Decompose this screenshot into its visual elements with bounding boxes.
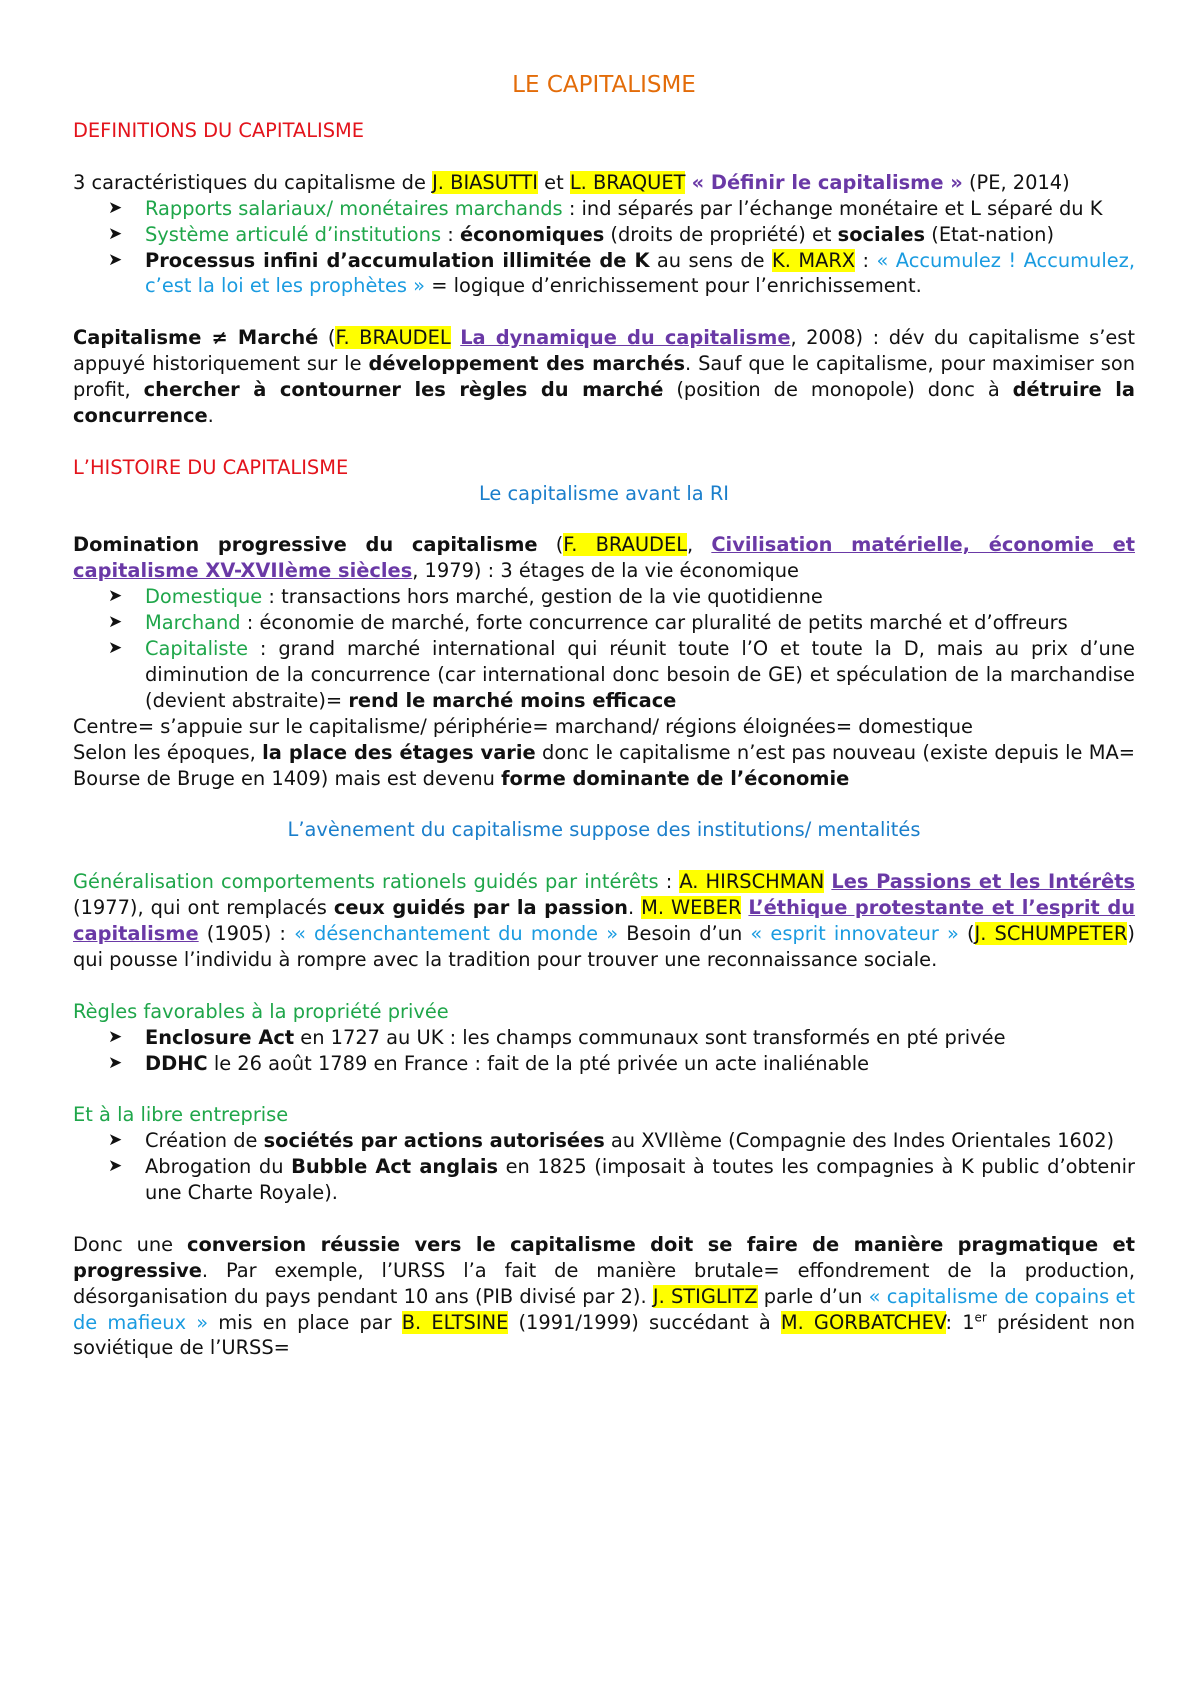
text: (1991/1999) succédant à [508,1310,781,1334]
green-term: Marchand [145,611,241,635]
work-title: Les Passions et les Intérêts [831,870,1136,894]
bold-text: rend le marché moins efficace [348,688,677,712]
text: Selon les époques, [73,740,263,764]
list-item [108,196,1135,222]
bold-text: Enclosure Act [145,1025,295,1049]
subheading-avenement: L’avènement du capitalisme suppose des institutions/ mentalités [287,818,921,842]
text: : transactions hors marché, gestion de la vie quotidienne [262,585,823,609]
bold-text: forme dominante de l’économie [501,766,850,790]
author-highlight: L. BRAQUET [569,170,686,194]
arrow-bullet-icon: ➤ [108,612,123,633]
author-highlight: J. STIGLITZ [652,1284,758,1308]
work-title: « Définir le capitalisme » [691,170,963,194]
arrow-bullet-icon: ➤ [108,638,123,659]
quote: « esprit innovateur » [750,922,959,945]
text: ( [318,326,336,350]
bold-text: sociétés par actions autorisées [263,1129,605,1153]
bold-text: développement des marchés [368,352,686,376]
text: : [855,248,877,272]
text: , [687,533,712,557]
text: et [538,170,570,194]
author-highlight: M. GORBATCHEV [780,1310,946,1334]
text: Création de [145,1129,264,1153]
superscript: er [974,1310,987,1325]
text: (position de monopole) donc à [663,378,1013,402]
text: parle d’un [757,1284,869,1308]
text [451,326,461,349]
bold-text: ceux guidés par la passion [333,896,628,920]
arrow-bullet-icon: ➤ [108,249,123,270]
list-item [108,248,1135,300]
libre-entreprise-list [73,1128,1135,1206]
bold-text: Processus infini d’accumulation illimitée de K [145,248,650,272]
bold-text: DDHC [145,1051,208,1075]
bold-text: conversion réussie vers le capitalisme doit se faire de manière pragmatique et progressive [73,1232,1135,1282]
text: Besoin d’un [618,922,751,945]
list-item [108,1051,1135,1077]
text: . Par exemple, l’URSS l’a fait de manière brutale= effondrement de la production, désorganisation du pays pendant 10 ans (PIB divisé par 2). [73,1258,1135,1308]
author-highlight: K. MARX [772,248,856,272]
arrow-bullet-icon: ➤ [108,1130,123,1151]
bold-text: sociales [837,222,926,246]
quote: « Accumulez ! Accumulez, c’est la loi et les prophètes » [145,248,1135,298]
text: au sens de [649,248,773,272]
regles-heading: Règles favorables à la propriété privée [73,999,449,1023]
text: : 1 [945,1310,975,1334]
author-highlight: A. HIRSCHMAN [679,870,825,894]
quote: « capitalisme de copains et de mafieux » [73,1284,1135,1334]
text: . [207,403,214,427]
bold-text: chercher à contourner les règles du marché [143,378,664,402]
bold-text: économiques [459,222,605,246]
arrow-bullet-icon: ➤ [108,223,123,244]
author-highlight: F. BRAUDEL [563,533,688,557]
text: ( [537,533,564,557]
text: au XVIIème (Compagnie des Indes Orientales 1602) [604,1129,1115,1153]
text: , 1979) : 3 étages de la vie économique [412,559,799,583]
document-page [73,70,1135,1361]
list-item [108,222,1135,248]
text: (1905) : [198,922,295,945]
text: Abrogation du [145,1155,292,1179]
author-highlight: B. ELTSINE [401,1310,509,1334]
work-title: La dynamique du capitalisme [460,326,791,350]
section-heading-histoire: L’HISTOIRE DU CAPITALISME [73,455,349,479]
centre-line: Centre= s’appuie sur le capitalisme/ périphérie= marchand/ régions éloignées= domestique [73,714,973,738]
capitalisme-marche-paragraph [73,325,1135,429]
quote: « désenchantement du monde » [294,922,619,945]
libre-entreprise-heading: Et à la libre entreprise [73,1103,289,1127]
work-title: Civilisation matérielle, économie et capitalisme XV-XVIIème siècles [73,533,1135,583]
green-term: Système articulé d’institutions [145,222,442,246]
bold-text: la place des étages varie [262,740,536,764]
green-term: Rapports salariaux/ monétaires marchands [145,196,563,220]
arrow-bullet-icon: ➤ [108,1156,123,1177]
donc-paragraph [73,1232,1135,1362]
work-title: L’éthique protestante et l’esprit du capitalisme [73,896,1136,945]
author-highlight: F. BRAUDEL [335,326,451,350]
text: en 1727 au UK : les champs communaux sont transformés en pté privée [294,1025,1006,1049]
text: le 26 août 1789 en France : fait de la pté privée un acte inaliénable [207,1051,870,1075]
list-item [108,584,1135,610]
author-highlight: J. SCHUMPETER [974,922,1128,945]
text: : ind séparés par l’échange monétaire et L séparé du K [562,196,1103,220]
bold-text: Domination progressive du capitalisme [73,533,538,557]
list-item [108,1154,1135,1206]
selon-paragraph [73,740,1135,792]
intro-paragraph [73,170,1135,196]
arrow-bullet-icon: ➤ [108,1052,123,1073]
green-term: Généralisation comportements rationels guidés par intérêts [73,870,659,894]
text: donc le capitalisme n’est pas nouveau (existe depuis le MA= Bourse de Bruge en 1409) mais est devenu [73,740,1135,790]
text: : grand marché international qui réunit toute l’O et toute la D, mais au prix d’une diminution de la concurrence (car international donc besoin de GE) et spéculation de la marchandise (devient abstraite)= [145,637,1135,712]
list-item [108,610,1135,636]
text: (droits de propriété) et [604,222,838,246]
text: 3 caractéristiques du capitalisme de [73,170,433,194]
text: mis en place par [208,1310,402,1334]
list-item [108,1128,1135,1154]
green-term: Capitaliste [145,637,249,661]
arrow-bullet-icon: ➤ [108,197,123,218]
text: ( [958,922,975,945]
text: , 2008) : dév du capitalisme s’est appuyé historiquement sur le [73,326,1135,376]
characteristics-list [73,196,1135,300]
document-title: LE CAPITALISME [512,72,696,98]
text: ) qui pousse l’individu à rompre avec la tradition pour trouver une reconnaissance sociale. [73,922,1135,971]
text: président non soviétique de l’URSS= [73,1310,1135,1360]
text: (Etat-nation) [925,222,1055,246]
author-highlight: J. BIASUTTI [432,170,538,194]
list-item [108,1025,1135,1051]
text: : économie de marché, forte concurrence car pluralité de petits marché et d’offreurs [240,611,1068,635]
list-item [108,636,1135,714]
generalisation-paragraph [73,869,1135,973]
author-highlight: M. WEBER [641,896,742,920]
text: = logique d’enrichissement pour l’enrichissement. [425,274,922,298]
etages-list [73,584,1135,714]
text: . [627,896,642,920]
arrow-bullet-icon: ➤ [108,586,123,607]
arrow-bullet-icon: ➤ [108,1026,123,1047]
text: en 1825 (imposait à toutes les compagnies à K public d’obtenir une Charte Royale). [145,1155,1135,1205]
subheading-avant-ri: Le capitalisme avant la RI [478,481,730,505]
domination-paragraph [73,532,1135,584]
text: . Sauf que le capitalisme, pour maximiser son profit, [73,352,1135,402]
bold-text: Capitalisme ≠ Marché [73,326,319,350]
text: : [658,870,680,894]
text: (1977), qui ont remplacés [73,896,334,920]
text: : [441,222,460,246]
regles-list [73,1025,1135,1077]
text: Donc une [73,1232,187,1256]
green-term: Domestique [145,585,263,609]
text: (PE, 2014) [962,170,1070,194]
section-heading-definitions: DEFINITIONS DU CAPITALISME [73,119,365,142]
bold-text: Bubble Act anglais [291,1155,499,1179]
bold-text: détruire la concurrence [73,378,1135,427]
